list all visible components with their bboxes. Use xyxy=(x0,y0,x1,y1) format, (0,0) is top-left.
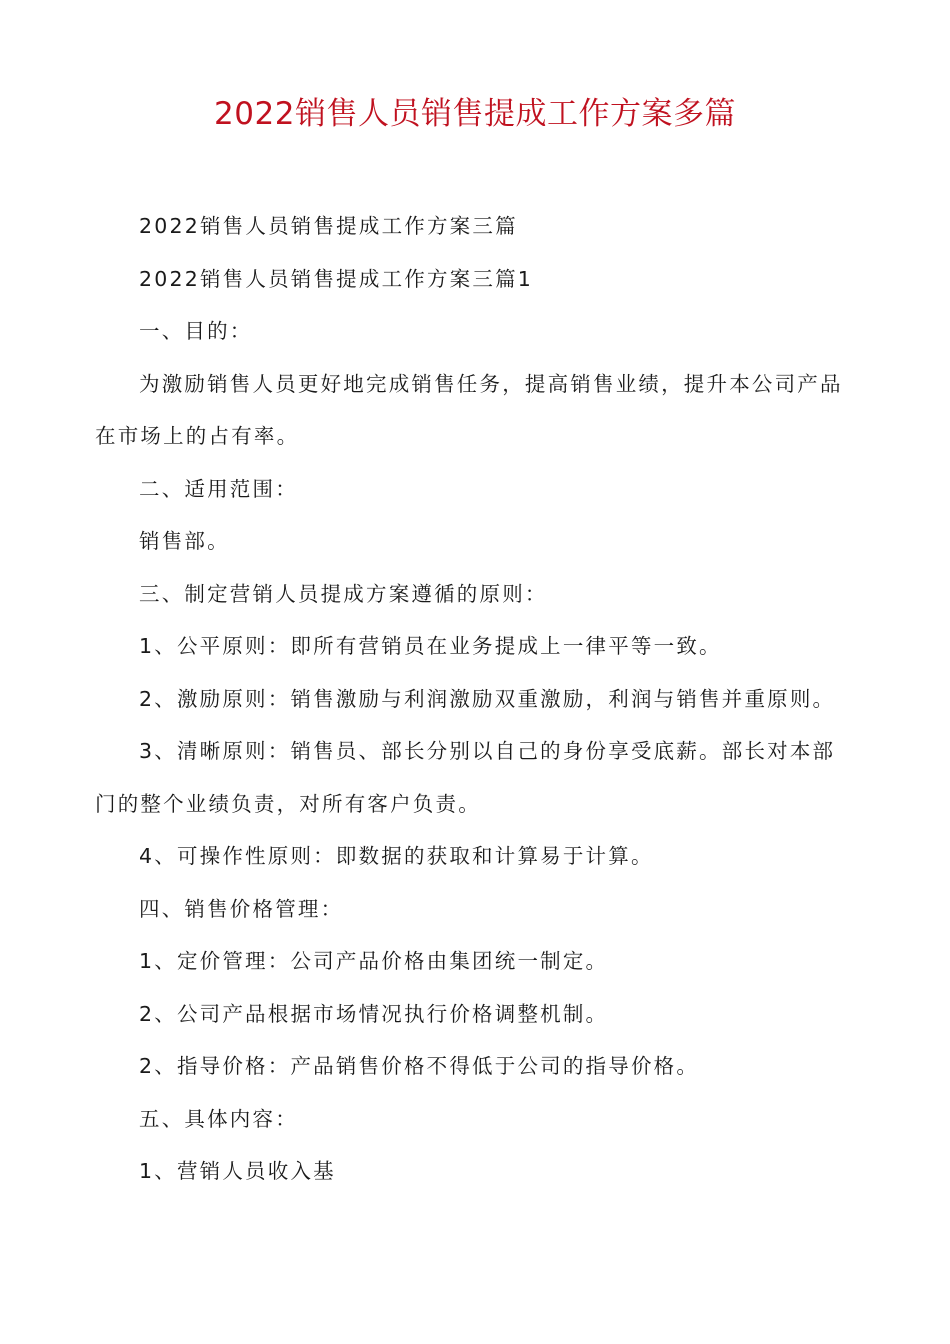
section-heading-scope: 二、适用范围： xyxy=(139,476,298,501)
paragraph-purpose: 为激励销售人员更好地完成销售任务，提高销售业绩，提升本公司产品在市场上的占有率。 xyxy=(95,371,843,448)
document-body xyxy=(95,200,855,1198)
paragraph-principle-1: 1、公平原则：即所有营销员在业务提成上一律平等一致。 xyxy=(139,634,722,658)
paragraph-principle-2: 2、激励原则：销售激励与利润激励双重激励，利润与销售并重原则。 xyxy=(139,686,836,711)
paragraph-principle-4: 4、可操作性原则：即数据的获取和计算易于计算。 xyxy=(139,844,654,868)
paragraph-heading-1: 2022销售人员销售提成工作方案三篇 xyxy=(139,214,518,238)
paragraph-scope: 销售部。 xyxy=(139,529,230,553)
paragraph-pricing-3: 2、指导价格：产品销售价格不得低于公司的指导价格。 xyxy=(139,1054,700,1078)
paragraph-principle-3: 3、清晰原则：销售员、部长分别以自己的身份享受底薪。部长对本部门的整个业绩负责，对所有客户负责。 xyxy=(95,739,836,816)
section-heading-purpose: 一、目的： xyxy=(139,319,253,343)
section-heading-content: 五、具体内容： xyxy=(139,1106,298,1131)
section-heading-principles: 三、制定营销人员提成方案遵循的原则： xyxy=(139,581,548,606)
document-title: 2022销售人员销售提成工作方案多篇 xyxy=(214,96,736,132)
paragraph-pricing-1: 1、定价管理：公司产品价格由集团统一制定。 xyxy=(139,949,609,973)
paragraph-pricing-2: 2、公司产品根据市场情况执行价格调整机制。 xyxy=(139,1001,609,1026)
paragraph-heading-2: 2022销售人员销售提成工作方案三篇1 xyxy=(139,266,534,291)
section-heading-pricing: 四、销售价格管理： xyxy=(139,896,344,921)
paragraph-content-1: 1、营销人员收入基 xyxy=(139,1159,336,1183)
